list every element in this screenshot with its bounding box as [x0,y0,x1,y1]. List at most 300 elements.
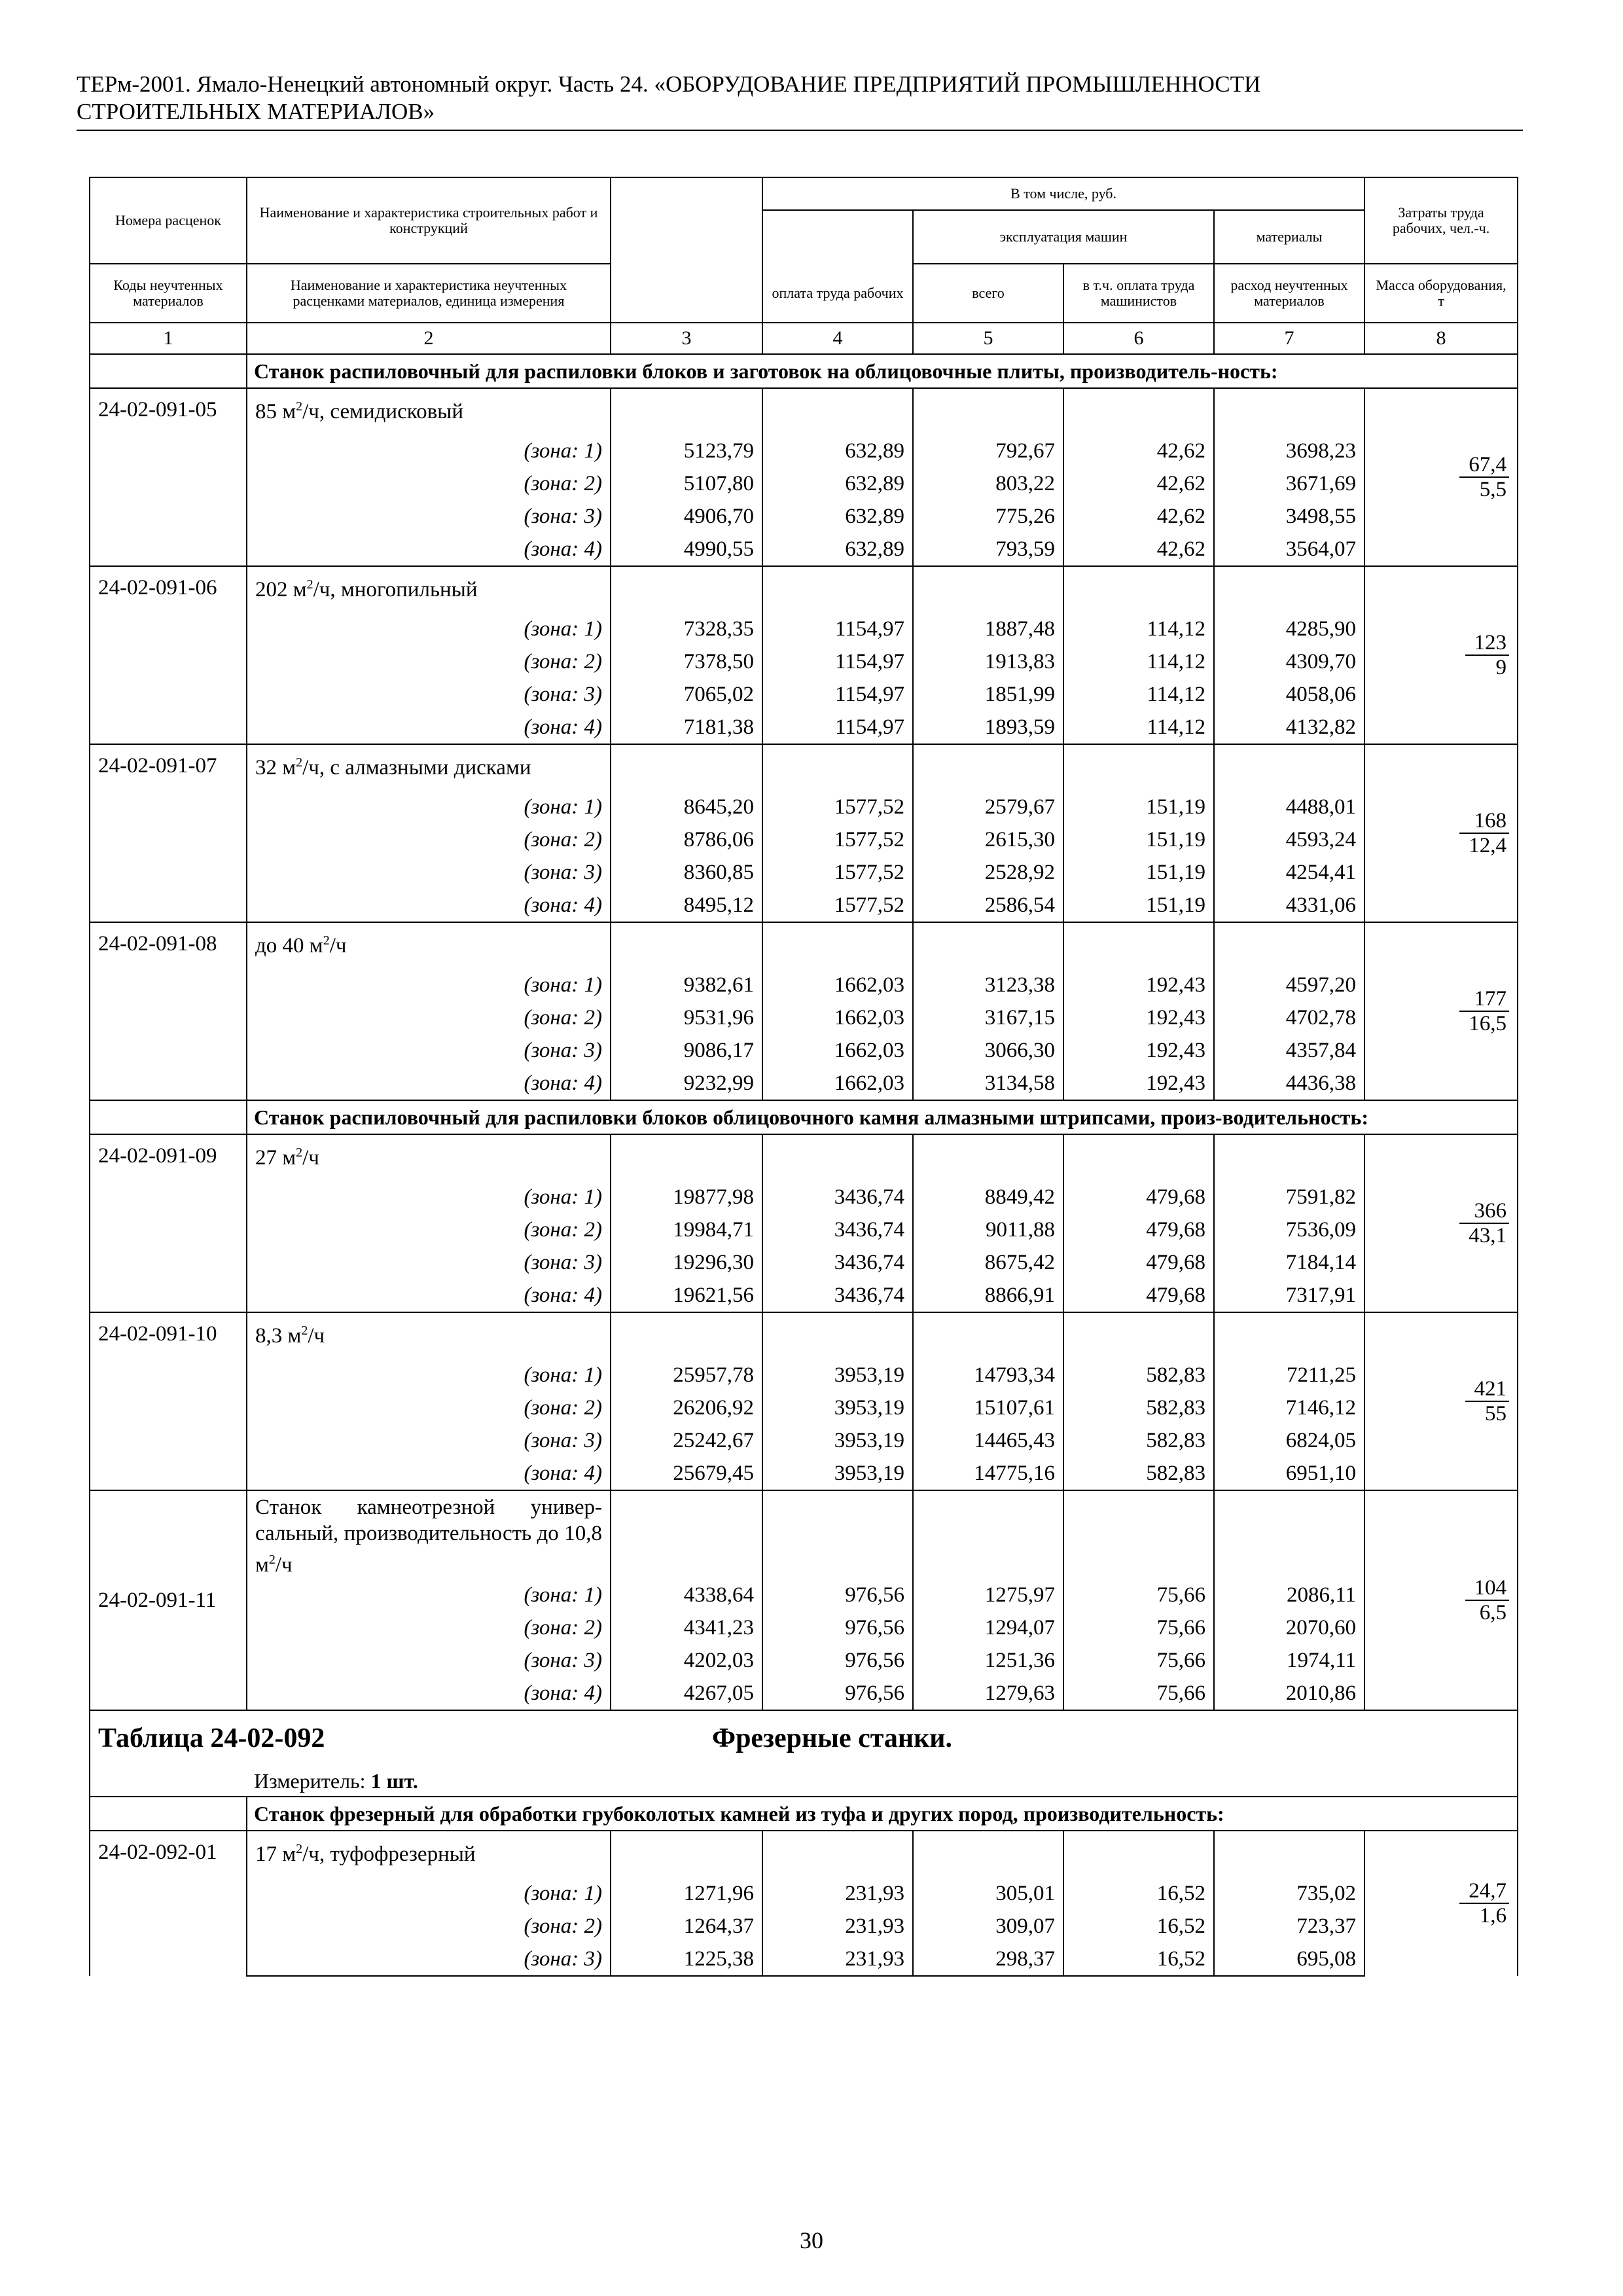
zone-label: (зона: 4) [247,889,611,922]
value-col-4: 1154,97 [762,678,913,711]
labor-costs: 24,7 [1459,1879,1509,1904]
value-col-5: 15107,61 [913,1391,1063,1424]
value-col-3: 8786,06 [611,823,762,856]
empty-cell [1063,1831,1214,1877]
zone-label: (зона: 4) [247,533,611,566]
empty-cell [1214,566,1364,613]
col-num: 8 [1364,323,1518,354]
zone-label: (зона: 2) [247,1001,611,1034]
section-header-row [90,354,1518,388]
value-col-4: 632,89 [762,467,913,500]
value-col-7: 4254,41 [1214,856,1364,889]
value-col-4: 231,93 [762,1943,913,1976]
th-blank-direct [611,177,762,323]
value-col-4: 1577,52 [762,856,913,889]
th-total: всего [913,264,1063,323]
th-labor-costs: Затраты труда рабочих, чел.-ч. [1364,177,1518,264]
value-col-7: 7211,25 [1214,1359,1364,1391]
empty-cell [913,566,1063,613]
superscript-2: 2 [296,399,303,414]
value-col-3: 5107,80 [611,467,762,500]
empty-cell [611,388,762,435]
value-col-7: 695,08 [1214,1943,1364,1976]
value-col-4: 632,89 [762,435,913,467]
rate-item-row [90,388,1518,435]
col-num: 4 [762,323,913,354]
labor-costs: 123 [1465,631,1510,656]
rate-name-unit: /ч [329,934,347,958]
value-col-3: 25679,45 [611,1457,762,1490]
zone-label: (зона: 1) [247,613,611,645]
col-num: 7 [1214,323,1364,354]
value-col-6: 42,62 [1063,467,1214,500]
value-col-6: 582,83 [1063,1424,1214,1457]
value-col-6: 75,66 [1063,1644,1214,1677]
value-col-7: 735,02 [1214,1877,1364,1910]
th-codes: Коды неучтенных материалов [90,264,247,323]
value-col-4: 1154,97 [762,645,913,678]
value-col-3: 4990,55 [611,533,762,566]
rate-name [247,1831,611,1877]
value-col-5: 2528,92 [913,856,1063,889]
value-col-4: 3436,74 [762,1213,913,1246]
zone-row [90,1034,1518,1067]
value-col-3: 4202,03 [611,1644,762,1677]
zone-row [90,500,1518,533]
fraction [1459,809,1509,857]
empty-cell [1063,1312,1214,1359]
value-col-4: 976,56 [762,1579,913,1611]
zone-row [90,1611,1518,1644]
labor-mass-fraction [1364,1490,1518,1710]
value-col-5: 3134,58 [913,1067,1063,1100]
superscript-2: 2 [296,1842,303,1856]
value-col-5: 3167,15 [913,1001,1063,1034]
col-num: 5 [913,323,1063,354]
zone-row [90,1181,1518,1213]
value-col-6: 114,12 [1063,645,1214,678]
empty-cell [1063,922,1214,969]
rate-code: 24-02-091-08 [90,922,247,1100]
value-col-7: 4132,82 [1214,711,1364,744]
value-col-7: 4309,70 [1214,645,1364,678]
value-col-6: 479,68 [1063,1181,1214,1213]
value-col-7: 7536,09 [1214,1213,1364,1246]
th-work-name: Наименование и характеристика строительных работ и конструкций [247,177,611,264]
value-col-7: 4357,84 [1214,1034,1364,1067]
zone-row [90,1359,1518,1391]
value-col-7: 4702,78 [1214,1001,1364,1034]
labor-costs: 104 [1465,1576,1510,1601]
empty-cell [762,922,913,969]
value-col-5: 3123,38 [913,969,1063,1001]
value-col-3: 4338,64 [611,1579,762,1611]
value-col-6: 114,12 [1063,678,1214,711]
value-col-5: 775,26 [913,500,1063,533]
value-col-4: 3436,74 [762,1181,913,1213]
empty-cell [1214,1831,1364,1877]
empty-cell [762,388,913,435]
value-col-5: 2579,67 [913,791,1063,823]
value-col-5: 1893,59 [913,711,1063,744]
value-col-6: 582,83 [1063,1391,1214,1424]
zone-row [90,711,1518,744]
rate-item-row [90,1490,1518,1579]
value-col-3: 4341,23 [611,1611,762,1644]
empty-cell [913,922,1063,969]
rate-item-row [90,1134,1518,1181]
rate-name [247,566,611,613]
value-col-6: 114,12 [1063,711,1214,744]
value-col-6: 75,66 [1063,1611,1214,1644]
rate-name-text: 85 м [255,400,296,423]
value-col-3: 19984,71 [611,1213,762,1246]
value-col-4: 3953,19 [762,1424,913,1457]
zone-label: (зона: 4) [247,1067,611,1100]
value-col-7: 2070,60 [1214,1611,1364,1644]
value-col-7: 3671,69 [1214,467,1364,500]
fraction [1465,631,1510,679]
value-col-6: 42,62 [1063,500,1214,533]
value-col-3: 9531,96 [611,1001,762,1034]
value-col-4: 1662,03 [762,1067,913,1100]
value-col-5: 14775,16 [913,1457,1063,1490]
rate-name-text: 8,3 м [255,1324,302,1348]
value-col-7: 4593,24 [1214,823,1364,856]
zone-row [90,1579,1518,1611]
value-col-6: 192,43 [1063,1067,1214,1100]
value-col-7: 7317,91 [1214,1279,1364,1312]
rate-name-text: 17 м [255,1842,296,1866]
value-col-5: 2615,30 [913,823,1063,856]
zone-label: (зона: 2) [247,1910,611,1943]
zone-label: (зона: 2) [247,1213,611,1246]
value-col-4: 3953,19 [762,1391,913,1424]
value-col-3: 9232,99 [611,1067,762,1100]
measure-row [90,1766,1518,1797]
equipment-mass: 55 [1485,1401,1507,1426]
value-col-4: 3436,74 [762,1279,913,1312]
rate-name-unit: /ч, туфофрезерный [302,1842,476,1866]
value-col-6: 582,83 [1063,1359,1214,1391]
empty-cell [1063,744,1214,791]
value-col-4: 231,93 [762,1877,913,1910]
rate-name [247,1134,611,1181]
empty-cell [913,388,1063,435]
empty-cell [611,1490,762,1579]
zone-label: (зона: 3) [247,856,611,889]
zone-label: (зона: 3) [247,1246,611,1279]
empty-cell [913,1490,1063,1579]
zone-label: (зона: 2) [247,645,611,678]
value-col-7: 4331,06 [1214,889,1364,922]
value-col-6: 151,19 [1063,791,1214,823]
value-col-3: 4906,70 [611,500,762,533]
col-num: 3 [611,323,762,354]
value-col-5: 803,22 [913,467,1063,500]
value-col-6: 75,66 [1063,1677,1214,1710]
th-materials: материалы [1214,210,1364,264]
equipment-mass: 6,5 [1479,1600,1507,1624]
section-spacer [90,1100,247,1134]
equipment-mass: 12,4 [1469,833,1507,857]
superscript-2: 2 [296,755,303,770]
labor-mass-fraction [1364,1831,1518,1976]
empty-cell [611,922,762,969]
section-title: Станок фрезерный для обработки грубоколотых камней из туфа и других пород, производительность: [247,1797,1518,1831]
value-col-3: 7181,38 [611,711,762,744]
page-header [77,71,1523,131]
value-col-5: 2586,54 [913,889,1063,922]
value-col-3: 4267,05 [611,1677,762,1710]
zone-row [90,1246,1518,1279]
value-col-4: 632,89 [762,500,913,533]
labor-mass-fraction [1364,1312,1518,1490]
zone-label: (зона: 4) [247,1279,611,1312]
rate-item-row [90,1312,1518,1359]
value-col-5: 8675,42 [913,1246,1063,1279]
zone-row [90,1943,1518,1976]
measure-cell [90,1766,1518,1797]
value-col-5: 1887,48 [913,613,1063,645]
zone-row [90,791,1518,823]
rate-code: 24-02-091-10 [90,1312,247,1490]
col-num: 6 [1063,323,1214,354]
value-col-6: 192,43 [1063,1034,1214,1067]
superscript-2: 2 [306,577,313,592]
section-header-row [90,1100,1518,1134]
fraction [1465,1377,1510,1426]
equipment-mass: 9 [1495,655,1507,679]
zone-row [90,678,1518,711]
value-col-3: 8495,12 [611,889,762,922]
zone-row [90,1067,1518,1100]
value-col-5: 3066,30 [913,1034,1063,1067]
th-incl-wage-machinists: в т.ч. оплата труда машинистов [1063,264,1214,323]
zone-label: (зона: 2) [247,1611,611,1644]
value-col-3: 26206,92 [611,1391,762,1424]
value-col-5: 1275,97 [913,1579,1063,1611]
value-col-4: 632,89 [762,533,913,566]
value-col-4: 3953,19 [762,1359,913,1391]
value-col-7: 4058,06 [1214,678,1364,711]
zone-row [90,645,1518,678]
value-col-7: 6951,10 [1214,1457,1364,1490]
rate-name-unit: /ч, семидисковый [302,400,464,423]
zone-label: (зона: 1) [247,969,611,1001]
superscript-2: 2 [268,1552,276,1567]
value-col-5: 298,37 [913,1943,1063,1976]
value-col-5: 792,67 [913,435,1063,467]
rate-item-row [90,744,1518,791]
value-col-3: 7065,02 [611,678,762,711]
value-col-3: 9382,61 [611,969,762,1001]
empty-cell [762,566,913,613]
rate-item-row [90,566,1518,613]
zone-row [90,1644,1518,1677]
th-incl: В том числе, руб. [762,177,1364,210]
rate-name-unit: /ч [308,1324,325,1348]
value-col-3: 19621,56 [611,1279,762,1312]
rate-name [247,744,611,791]
equipment-mass: 1,6 [1479,1904,1507,1928]
zone-label: (зона: 1) [247,1579,611,1611]
value-col-6: 151,19 [1063,823,1214,856]
rate-code: 24-02-092-01 [90,1831,247,1976]
value-col-3: 19296,30 [611,1246,762,1279]
empty-cell [913,1134,1063,1181]
zone-label: (зона: 1) [247,1181,611,1213]
th-blank-wage [762,210,913,264]
value-col-7: 7591,82 [1214,1181,1364,1213]
fraction [1459,453,1509,501]
value-col-3: 8645,20 [611,791,762,823]
empty-cell [1063,566,1214,613]
zone-row [90,533,1518,566]
empty-cell [1063,388,1214,435]
value-col-6: 479,68 [1063,1213,1214,1246]
value-col-5: 793,59 [913,533,1063,566]
value-col-7: 1974,11 [1214,1644,1364,1677]
empty-cell [1063,1490,1214,1579]
empty-cell [913,744,1063,791]
value-col-7: 3498,55 [1214,500,1364,533]
value-col-4: 1577,52 [762,823,913,856]
th-mat-name: Наименование и характеристика неучтенных расценками материалов, единица измерения [247,264,611,323]
value-col-4: 3953,19 [762,1457,913,1490]
value-col-6: 192,43 [1063,1001,1214,1034]
zone-label: (зона: 4) [247,711,611,744]
value-col-5: 309,07 [913,1910,1063,1943]
value-col-7: 7146,12 [1214,1391,1364,1424]
th-mass: Масса оборудования, т [1364,264,1518,323]
labor-mass-fraction [1364,388,1518,566]
superscript-2: 2 [296,1145,303,1160]
empty-cell [1214,922,1364,969]
rate-name-text: 202 м [255,578,307,601]
zone-label: (зона: 3) [247,1424,611,1457]
rate-name [247,1490,611,1579]
empty-cell [762,1490,913,1579]
value-col-3: 9086,17 [611,1034,762,1067]
labor-mass-fraction [1364,566,1518,744]
fraction [1459,1199,1509,1247]
value-col-4: 976,56 [762,1611,913,1644]
value-col-5: 9011,88 [913,1213,1063,1246]
zone-row [90,1877,1518,1910]
labor-mass-fraction [1364,922,1518,1100]
rate-code: 24-02-091-05 [90,388,247,566]
value-col-7: 2086,11 [1214,1579,1364,1611]
value-col-4: 1154,97 [762,711,913,744]
rate-item-row [90,922,1518,969]
section-title: Станок распиловочный для распиловки блоков и заготовок на облицовочные плиты, производитель-ность: [247,354,1518,388]
equipment-mass: 16,5 [1469,1011,1507,1035]
table-number: Таблица 24-02-092 [98,1723,325,1753]
value-col-6: 16,52 [1063,1910,1214,1943]
equipment-mass: 5,5 [1479,477,1507,501]
th-wage: оплата труда рабочих [762,264,913,323]
value-col-7: 4597,20 [1214,969,1364,1001]
empty-cell [1214,1134,1364,1181]
value-col-4: 1154,97 [762,613,913,645]
zone-label: (зона: 4) [247,1457,611,1490]
value-col-6: 479,68 [1063,1246,1214,1279]
rate-name [247,922,611,969]
value-col-3: 8360,85 [611,856,762,889]
zone-label: (зона: 4) [247,1677,611,1710]
zone-label: (зона: 3) [247,1644,611,1677]
zone-label: (зона: 2) [247,467,611,500]
value-col-6: 75,66 [1063,1579,1214,1611]
value-col-7: 4285,90 [1214,613,1364,645]
zone-label: (зона: 3) [247,1034,611,1067]
zone-label: (зона: 3) [247,500,611,533]
rate-name-unit: /ч, многопильный [313,578,478,601]
empty-cell [1063,1134,1214,1181]
zone-row [90,1457,1518,1490]
empty-cell [913,1312,1063,1359]
value-col-5: 1279,63 [913,1677,1063,1710]
value-col-4: 231,93 [762,1910,913,1943]
value-col-7: 3698,23 [1214,435,1364,467]
empty-cell [762,744,913,791]
empty-cell [1214,388,1364,435]
value-col-7: 7184,14 [1214,1246,1364,1279]
value-col-5: 8866,91 [913,1279,1063,1312]
empty-cell [1214,1312,1364,1359]
column-numbers-row [90,323,1518,354]
value-col-6: 192,43 [1063,969,1214,1001]
empty-cell [611,1312,762,1359]
zone-label: (зона: 3) [247,678,611,711]
col-num: 1 [90,323,247,354]
value-col-6: 16,52 [1063,1877,1214,1910]
page-number: 30 [800,2227,823,2253]
rates-table [89,177,1518,1977]
rate-code: 24-02-091-11 [90,1490,247,1710]
fraction [1459,1879,1509,1928]
zone-label: (зона: 2) [247,823,611,856]
rate-name-text: 32 м [255,756,296,780]
table-title-cell [90,1710,1518,1766]
superscript-2: 2 [301,1323,308,1338]
empty-cell [611,566,762,613]
value-col-7: 4488,01 [1214,791,1364,823]
value-col-6: 582,83 [1063,1457,1214,1490]
value-col-4: 3436,74 [762,1246,913,1279]
zone-row [90,1424,1518,1457]
zone-row [90,1677,1518,1710]
rate-name-unit: /ч [275,1553,293,1577]
labor-costs: 177 [1459,987,1509,1012]
value-col-6: 42,62 [1063,435,1214,467]
value-col-3: 1225,38 [611,1943,762,1976]
value-col-5: 14793,34 [913,1359,1063,1391]
rate-name-text: 27 м [255,1146,296,1170]
table-name: Фрезерные станки. [712,1723,952,1753]
empty-cell [611,1134,762,1181]
value-col-7: 6824,05 [1214,1424,1364,1457]
header-line-1: ТЕРм-2001. Ямало-Ненецкий автономный округ. Часть 24. «ОБОРУДОВАНИЕ ПРЕДПРИЯТИЙ ПРОМЫШЛЕННОСТИ [77,71,1261,97]
zone-row [90,1391,1518,1424]
fraction [1459,987,1509,1035]
section-title: Станок распиловочный для распиловки блоков облицовочного камня алмазными штрипсами, произ-водительность: [247,1100,1518,1134]
value-col-3: 7378,50 [611,645,762,678]
value-col-4: 1662,03 [762,1034,913,1067]
rate-name-unit: /ч [302,1146,319,1170]
zone-row [90,823,1518,856]
